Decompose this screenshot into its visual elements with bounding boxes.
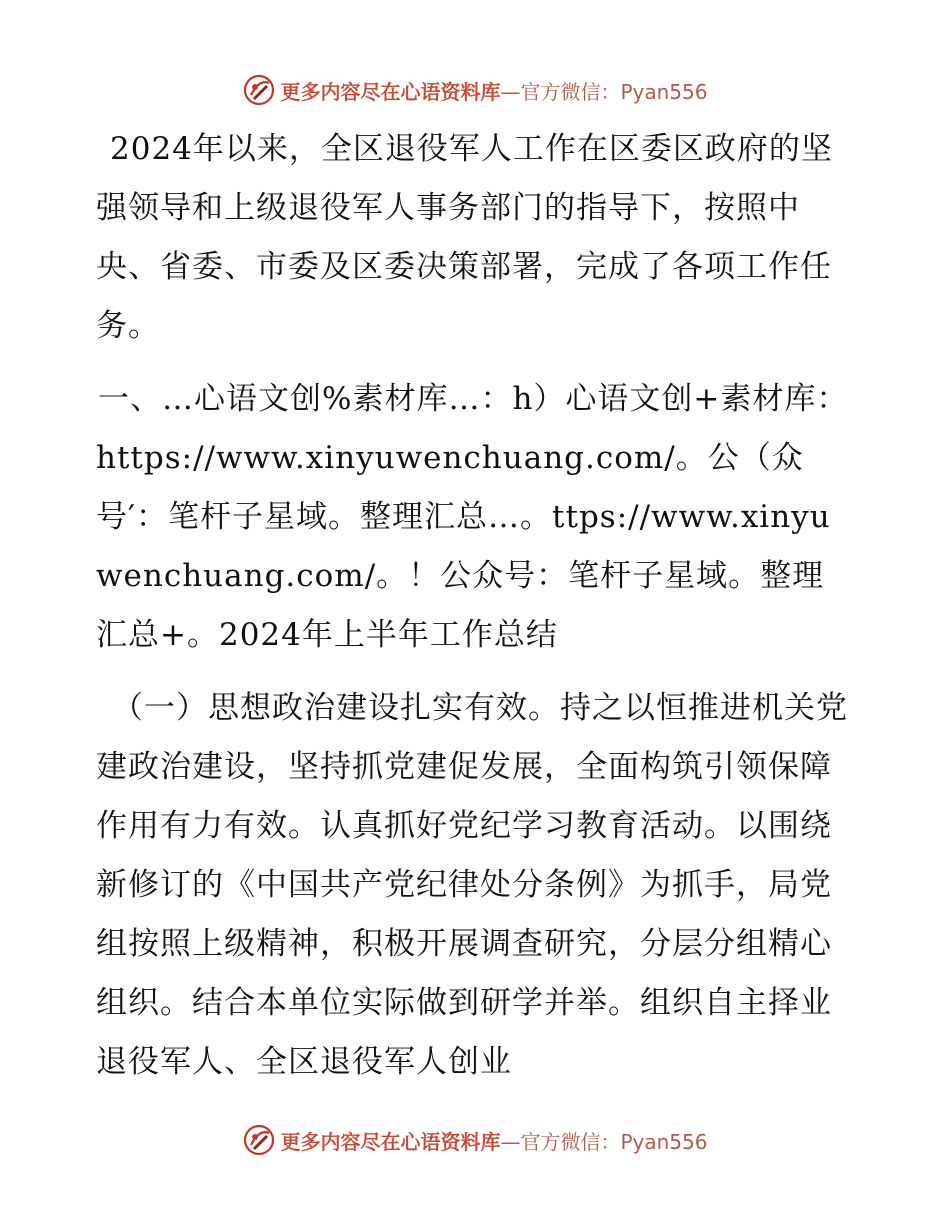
footer-banner-contact: 官方微信：Pyan556: [520, 1129, 708, 1154]
footer-banner-text: [280, 1126, 707, 1155]
footer-banner-sep: —: [500, 1129, 521, 1154]
paragraph-political-building: （一）思想政治建设扎实有效。持之以恒推进机关党建政治建设，坚持抓党建促发展，全面构筑引领保障作用有力有效。认真抓好党纪学习教育活动。以围绕新修订的《中国共产党纪律处分条例》为抓手，局党组按照上级精神，积极开展调查研究，分层分组精心组织。结合本单位实际做到研学并举。组织自主择业退役军人、全区退役军人创业: [96, 690, 848, 1080]
footer-banner: [0, 1120, 950, 1160]
footer-banner-main: 更多内容尽在心语资料库: [280, 1129, 501, 1154]
header-banner-text: [280, 76, 707, 105]
paragraph-section-heading: 一、…心语文创%素材库…：h）心语文创+素材库：https://www.xinyuwenchuang.com/。公（众号′：笔杆子星域。整理汇总…。ttps://www.xinyuwenchuang.com/。！公众号：笔杆子星域。整理汇总+。2024年上半年工作总结: [96, 381, 849, 653]
header-banner: [0, 70, 950, 110]
header-banner-main: 更多内容尽在心语资料库: [280, 79, 501, 104]
xinyu-logo-icon: [242, 73, 276, 107]
paragraph-intro: 2024年以来，全区退役军人工作在区委区政府的坚强领导和上级退役军人事务部门的指导下，按照中央、省委、市委及区委决策部署，完成了各项工作任务。: [96, 131, 833, 344]
xinyu-logo-icon: [242, 1123, 276, 1157]
header-banner-contact: 官方微信：Pyan556: [520, 79, 708, 104]
document-body: [96, 120, 856, 1092]
header-banner-sep: —: [500, 79, 521, 104]
